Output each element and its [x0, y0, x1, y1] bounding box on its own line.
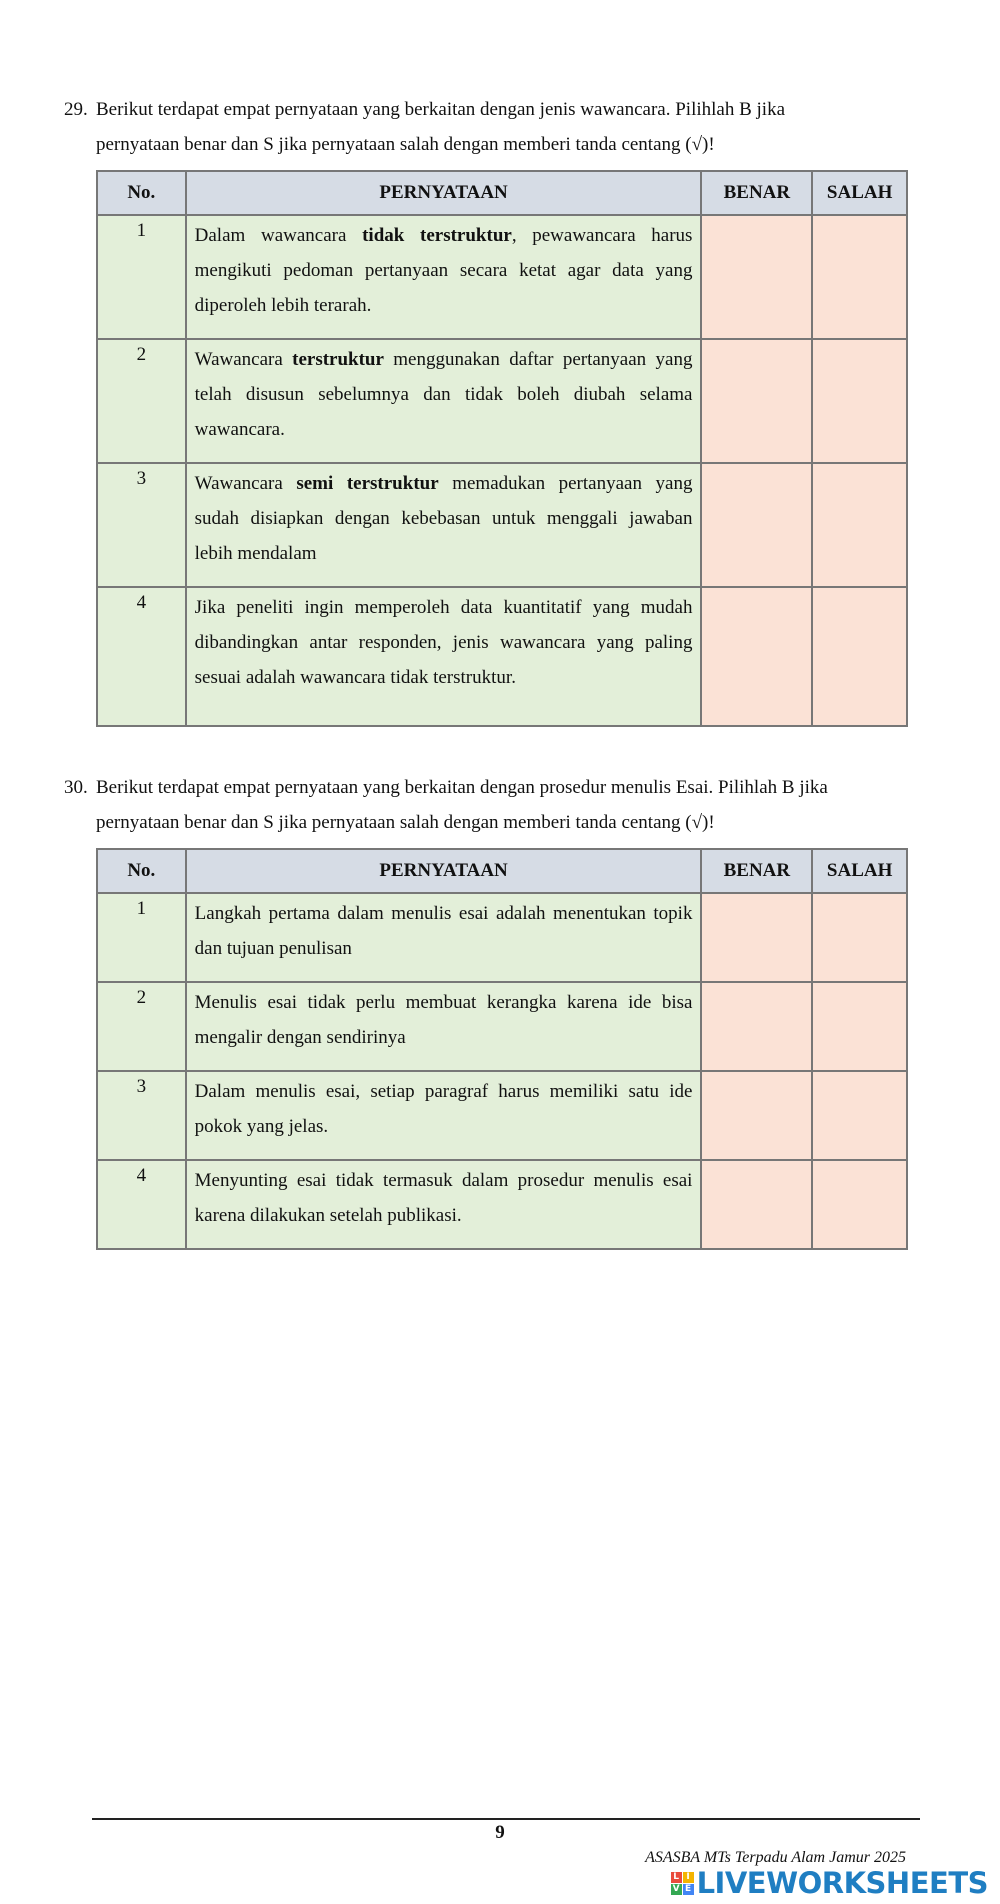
salah-answer-cell[interactable]	[812, 1160, 907, 1249]
liveworksheets-logo[interactable]	[671, 1866, 988, 1900]
statement-cell: Dalam wawancara tidak terstruktur, pewawancara harus mengikuti pedoman pertanyaan secara ketat agar data yang diperoleh lebih terarah.	[186, 215, 702, 339]
header-no: No.	[97, 849, 186, 893]
liveworksheets-wordmark: LIVEWORKSHEETS	[696, 1866, 988, 1900]
statement-cell: Menyunting esai tidak termasuk dalam prosedur menulis esai karena dilakukan setelah publikasi.	[186, 1160, 702, 1249]
table-row	[97, 339, 907, 463]
salah-answer-cell[interactable]	[812, 982, 907, 1071]
school-name: ASASBA MTs Terpadu Alam Jamur 2025	[645, 1849, 906, 1866]
row-number: 1	[97, 215, 186, 339]
header-statement: PERNYATAAN	[186, 849, 702, 893]
question-number: 29.	[64, 99, 88, 120]
row-number: 3	[97, 1071, 186, 1160]
question-number: 30.	[64, 777, 88, 798]
question-29	[64, 92, 904, 727]
statement-cell: Jika peneliti ingin memperoleh data kuantitatif yang mudah dibandingkan antar responden, jenis wawancara yang paling sesuai adalah wawancara tidak terstruktur.	[186, 587, 702, 726]
statement-table	[96, 170, 908, 727]
salah-answer-cell[interactable]	[812, 339, 907, 463]
salah-answer-cell[interactable]	[812, 1071, 907, 1160]
benar-answer-cell[interactable]	[701, 339, 812, 463]
row-number: 2	[97, 982, 186, 1071]
table-row	[97, 982, 907, 1071]
statement-cell: Langkah pertama dalam menulis esai adalah menentukan topik dan tujuan penulisan	[186, 893, 702, 982]
benar-answer-cell[interactable]	[701, 215, 812, 339]
table-row	[97, 893, 907, 982]
salah-answer-cell[interactable]	[812, 215, 907, 339]
benar-answer-cell[interactable]	[701, 1160, 812, 1249]
table-row	[97, 587, 907, 726]
header-benar: BENAR	[701, 171, 812, 215]
salah-answer-cell[interactable]	[812, 587, 907, 726]
salah-answer-cell[interactable]	[812, 463, 907, 587]
benar-answer-cell[interactable]	[701, 587, 812, 726]
benar-answer-cell[interactable]	[701, 463, 812, 587]
question-prompt-line1: Berikut terdapat empat pernyataan yang berkaitan dengan prosedur menulis Esai. Pilihlah B jika	[96, 777, 828, 798]
header-salah: SALAH	[812, 849, 907, 893]
statement-cell: Dalam menulis esai, setiap paragraf harus memiliki satu ide pokok yang jelas.	[186, 1071, 702, 1160]
question-prompt-line2: pernyataan benar dan S jika pernyataan salah dengan memberi tanda centang (√)!	[96, 812, 715, 833]
page-number: 9	[495, 1822, 505, 1843]
table-row	[97, 463, 907, 587]
row-number: 1	[97, 893, 186, 982]
liveworksheets-icon: L I V E	[671, 1872, 694, 1895]
header-statement: PERNYATAAN	[186, 171, 702, 215]
header-no: No.	[97, 171, 186, 215]
question-prompt-line2: pernyataan benar dan S jika pernyataan salah dengan memberi tanda centang (√)!	[96, 134, 715, 155]
benar-answer-cell[interactable]	[701, 982, 812, 1071]
table-row	[97, 1160, 907, 1249]
statement-cell: Menulis esai tidak perlu membuat kerangka karena ide bisa mengalir dengan sendirinya	[186, 982, 702, 1071]
row-number: 4	[97, 1160, 186, 1249]
table-row	[97, 215, 907, 339]
benar-answer-cell[interactable]	[701, 893, 812, 982]
header-benar: BENAR	[701, 849, 812, 893]
statement-table	[96, 848, 908, 1250]
row-number: 4	[97, 587, 186, 726]
row-number: 2	[97, 339, 186, 463]
salah-answer-cell[interactable]	[812, 893, 907, 982]
question-30	[64, 770, 904, 1250]
table-row	[97, 1071, 907, 1160]
statement-cell: Wawancara terstruktur menggunakan daftar pertanyaan yang telah disusun sebelumnya dan tidak boleh diubah selama wawancara.	[186, 339, 702, 463]
question-prompt-line1: Berikut terdapat empat pernyataan yang berkaitan dengan jenis wawancara. Pilihlah B jika	[96, 99, 786, 120]
row-number: 3	[97, 463, 186, 587]
benar-answer-cell[interactable]	[701, 1071, 812, 1160]
header-salah: SALAH	[812, 171, 907, 215]
footer-divider	[92, 1818, 920, 1820]
statement-cell: Wawancara semi terstruktur memadukan pertanyaan yang sudah disiapkan dengan kebebasan untuk menggali jawaban lebih mendalam	[186, 463, 702, 587]
